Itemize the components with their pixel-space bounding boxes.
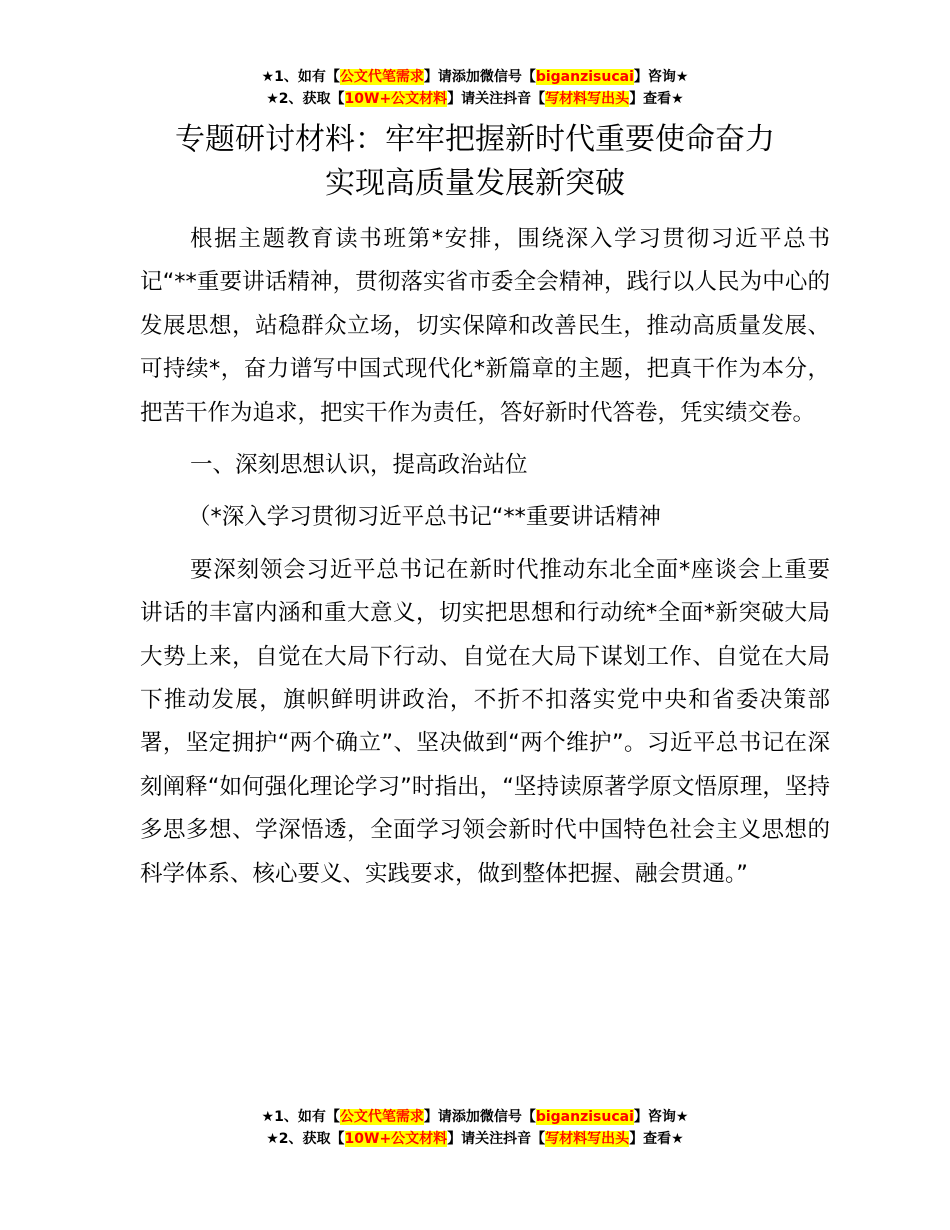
promo-footer	[0, 1106, 950, 1150]
promo-line-1: ★1、如有【公文代笔需求】请添加微信号【biganzisucai】咨询★	[261, 1109, 689, 1125]
paragraph-body: 要深刻领会习近平总书记在新时代推动东北全面*座谈会上重要讲话的丰富内涵和重大意义，切实把思想和行动统*全面*新突破大局大势上来，自觉在大局下行动、自觉在大局下谋划工作、自觉在大局下推动发展，旗帜鲜明讲政治，不折不扣落实党中央和省委决策部署，坚定拥护“两个确立”、坚决做到“两个维护”。习近平总书记在深刻阐释“如何强化理论学习”时指出，“坚持读原著学原文悟原理，坚持多思多想、学深悟透，全面学习领会新时代中国特色社会主义思想的科学体系、核心要义、实践要求，做到整体把握、融会贯通。”	[140, 556, 830, 887]
promo-highlight-wechat-id: biganzisucai	[535, 1109, 634, 1125]
promo-highlight-service: 公文代笔需求	[339, 1109, 424, 1125]
promo-highlight-materials: 10W+公文材料	[344, 1131, 448, 1147]
promo-header	[0, 66, 950, 110]
document-body	[140, 218, 830, 896]
promo-highlight-service: 公文代笔需求	[339, 69, 424, 85]
section-heading: 一、深刻思想认识，提高政治站位	[190, 452, 528, 479]
title-line-1: 专题研讨材料：牢牢把握新时代重要使命奋力	[175, 122, 775, 157]
promo-highlight-wechat-id: biganzisucai	[535, 69, 634, 85]
promo-highlight-materials: 10W+公文材料	[344, 91, 448, 107]
promo-line-2: ★2、获取【10W+公文材料】请关注抖音【写材料写出头】查看★	[266, 91, 684, 107]
title-line-2: 实现高质量发展新突破	[325, 166, 625, 201]
paragraph-intro: 根据主题教育读书班第*安排，围绕深入学习贯彻习近平总书记“**重要讲话精神，贯彻落实省市委全会精神，践行以人民为中心的发展思想，站稳群众立场，切实保障和改善民生，推动高质量发展、可持续*，奋力谱写中国式现代化*新篇章的主题，把真干作为本分，把苦干作为追求，把实干作为责任，答好新时代答卷，凭实绩交卷。	[140, 226, 830, 426]
promo-line-2: ★2、获取【10W+公文材料】请关注抖音【写材料写出头】查看★	[266, 1131, 684, 1147]
promo-line-1: ★1、如有【公文代笔需求】请添加微信号【biganzisucai】咨询★	[261, 69, 689, 85]
promo-highlight-douyin: 写材料写出头	[545, 1131, 630, 1147]
promo-highlight-douyin: 写材料写出头	[545, 91, 630, 107]
document-title	[0, 118, 950, 206]
subsection-heading: （*深入学习贯彻习近平总书记“**重要讲话精神	[188, 504, 661, 531]
